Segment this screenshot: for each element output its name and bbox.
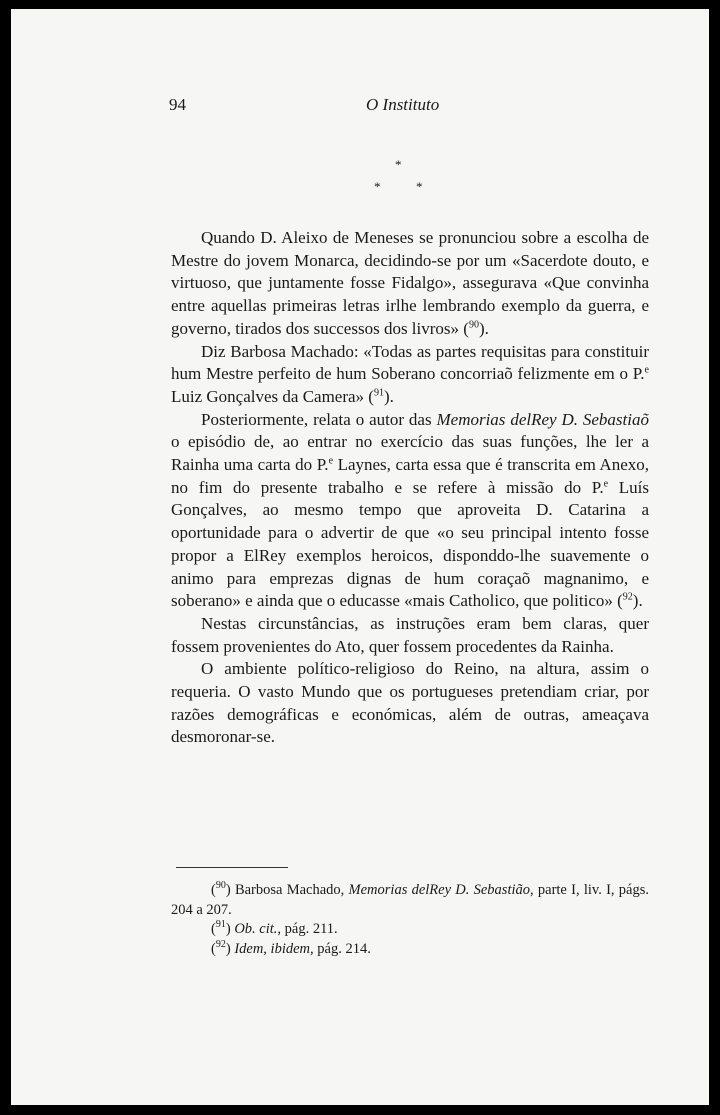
footnote-ref: 91 bbox=[373, 387, 384, 399]
asterism-star: * bbox=[374, 179, 381, 194]
footnote: ($^{92}$) Idem, ibidem, pág. 214. bbox=[211, 938, 371, 957]
footnote-ref: 92 bbox=[622, 591, 633, 603]
asterism-ornament bbox=[369, 157, 429, 201]
paragraph: O ambiente político-religioso do Reino, na altura, assim o requeria. O vasto Mundo que os portugueses pretendiam criar, por razões demográficas e económicas, além de outras, ameaçava desmoronar-se. bbox=[171, 659, 649, 747]
running-title: O Instituto bbox=[366, 95, 440, 114]
paragraph: Nestas circunstâncias, as instruções eram bem claras, quer fossem provenientes do Ato, quer fossem procedentes da Rainha. bbox=[171, 613, 649, 656]
footnote-divider bbox=[176, 867, 288, 868]
footnote: ($^{91}$) Ob. cit., pág. 211. bbox=[211, 919, 338, 937]
paragraph: Quando D. Aleixo de Meneses se pronunciou sobre a escolha de Mestre do jovem Monarca, decidindo-se por um «Sacerdote douto, e virtuoso, que juntamente fosse Fidalgo», assegurava «Que convinha entre aquellas primeiras letras irlhe lembrando exemplo da guerra, e governo, tirados dos successos dos livros» ($^{90}$). bbox=[171, 228, 649, 338]
footnote: ($^{90}$) Barbosa Machado, Memorias delRey D. Sebastião, parte I, liv. I, págs. 204 a 207. bbox=[171, 880, 649, 918]
footnote-number: 91 bbox=[215, 919, 226, 931]
page-number: 94 bbox=[169, 95, 186, 114]
paragraph: Diz Barbosa Machado: «Todas as partes requisitas para constituir hum Mestre perfeito de hum Soberano concorriaõ felizmente em o P.$^e$ Luiz Gonçalves da Camera» ($^{91}$). bbox=[171, 341, 649, 406]
footnote-number: 92 bbox=[215, 938, 226, 950]
document-page bbox=[11, 9, 709, 1105]
page-header bbox=[169, 95, 647, 119]
asterism-star: * bbox=[416, 179, 423, 194]
paragraph: Posteriormente, relata o autor das Memorias delRey D. Sebastiaõ o episódio de, ao entrar no exercício das suas funções, lhe ler a Rainha uma carta do P.$^e$ Laynes, carta essa que é transcrita em Anexo, no fim do presente trabalho e se refere à missão do P.$^e$ Luís Gonçalves, ao mesmo tempo que aproveita D. Catarina a oportunidade para o advertir de que «o seu principal intento fosse propor a ElRey exemplos heroicos, disponddo-lhe suavemente o animo para emprezas dignas de hum coraçaõ magnanimo, e soberano» e ainda que o educasse «mais Catholico, que politico» ($^{92}$). bbox=[171, 409, 650, 611]
work-title: Memorias delRey D. Sebastiaõ bbox=[436, 409, 649, 429]
footnote-ref: 90 bbox=[468, 319, 479, 331]
footnotes bbox=[171, 881, 649, 959]
asterism-star: * bbox=[395, 157, 402, 172]
body-text bbox=[171, 227, 649, 749]
footnote-number: 90 bbox=[215, 880, 226, 892]
